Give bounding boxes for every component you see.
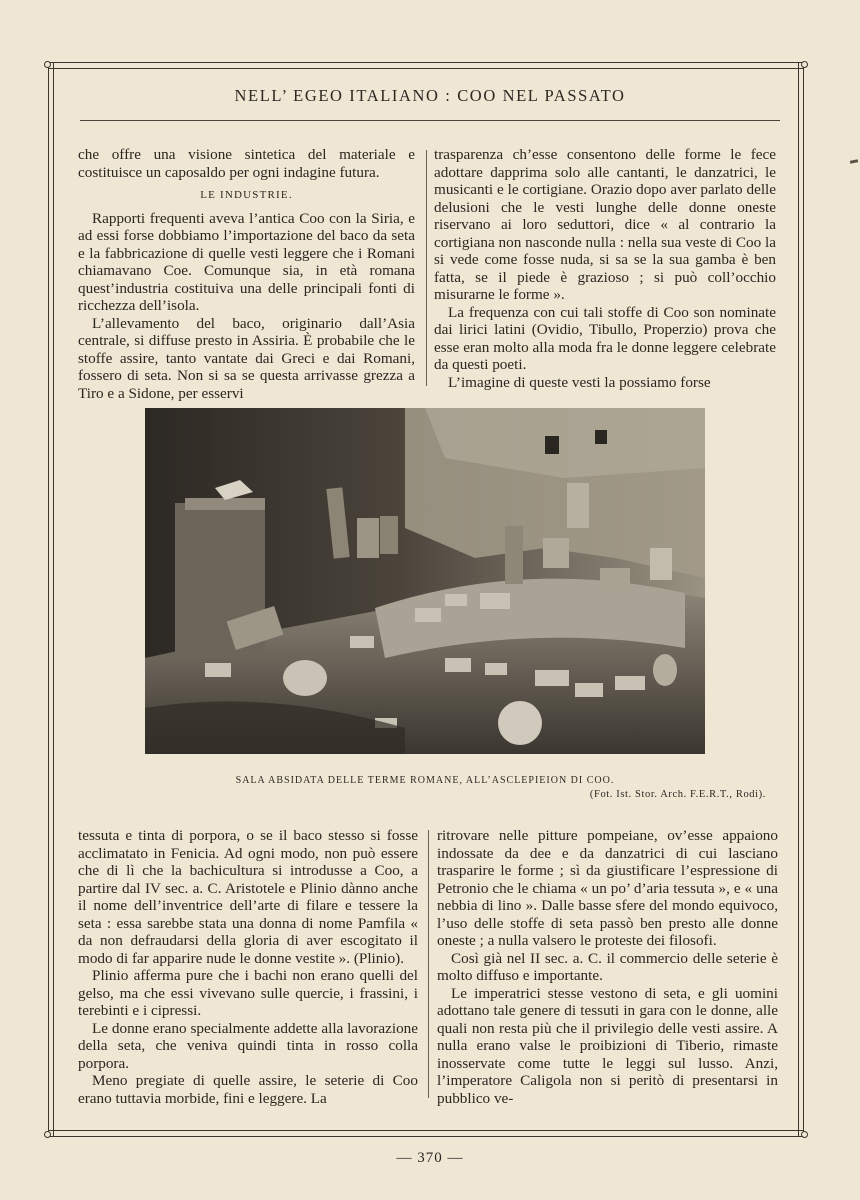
paragraph: trasparenza ch’esse consentono delle forme le fece adottare dapprima solo alle cantanti, le danzatrici, le musicanti e le cortigiane. Orazio dopo aver parlato delle delusioni che le vesti lunghe delle donne oneste riservano ai loro seduttori, dice « al contrario la cortigiana non nasconde nulla : nella sua veste di Coo la si vede come fosse nuda, si sa se la sua gamba è ben fatta, se il piede è grazioso ; si può coll’occhio misurarne le forme ». — [434, 146, 776, 303]
paragraph: Così già nel II sec. a. C. il commercio delle seterie è molto diffuso e importante. — [437, 949, 778, 984]
photograph-roman-baths-apse — [145, 408, 705, 754]
corner-ornament — [44, 61, 51, 68]
column-top-left — [78, 146, 415, 402]
column-bottom-right — [437, 827, 778, 1107]
paragraph: Le donne erano specialmente addette alla lavorazione della seta, che veniva quindi tinta in rosso colla porpora. — [78, 1019, 418, 1072]
corner-ornament — [44, 1131, 51, 1138]
paragraph: Rapporti frequenti aveva l’antica Coo con la Siria, e ad essi forse dobbiamo l’importazione del baco da seta e la fabbricazione di quelle vesti leggere che i Romani chiamavano Coe. Comunque sia, in età romana quest’industria costituiva una delle principali fonti di ricchezza dell’isola. — [78, 209, 415, 314]
border-bottom-rule — [48, 1130, 804, 1137]
border-left-rule — [48, 62, 54, 1137]
corner-ornament — [801, 1131, 808, 1138]
paragraph: tessuta e tinta di porpora, o se il baco stesso si fosse acclimatato in Fenicia. Ad ogni modo, non può essere che di lì che la bachicultura si introdusse a Coo, a partire dal IV sec. a. C. Aristotele e Plinio dànno anche il nome dell’inventrice dell’arte di filare e tessere la seta : essa sarebbe stata una donna di nome Pamfila « da non defraudarsi della gloria di aver escogitato il modo di far apparire nude le donne vestite ». (Plinio). — [78, 827, 418, 967]
photo-credit: (Fot. Ist. Stor. Arch. F.E.R.T., Rodi). — [589, 789, 766, 800]
section-heading: LE INDUSTRIE. — [200, 189, 293, 201]
running-head: NELL’ EGEO ITALIANO : COO NEL PASSATO — [234, 86, 626, 105]
paragraph: Le imperatrici stesse vestono di seta, e gli uomini adottano tale genere di tessuti in gara con le donne, alle quali non resta più che il privilegio delle vesti assire. A nulla erano valse le proibizioni di Tiberio, rimaste inosservate come tutte le leggi sul lusso. Anzi, l’imperatore Caligola non si peritò di presentarsi in pubblico ve- — [437, 984, 778, 1107]
corner-ornament — [801, 61, 808, 68]
column-bottom-left — [78, 827, 418, 1107]
paragraph: ritrovare nelle pitture pompeiane, ov’esse appaiono indossate da dee e da danzatrici di cui lasciano trasparire le forme ; sì da giustificare l’espressione di Petronio che le chiama « un po’ d’aria tessuta », e « una nebbia di lino ». Dalle basse sfere del mondo equivoco, l’uso delle stoffe di seta passò ben presto alle donne oneste ; a nulla valsero le proteste dei filosofi. — [437, 827, 778, 949]
paragraph: La frequenza con cui tali stoffe di Coo son nominate dai lirici latini (Ovidio, Tibullo, Properzio) prova che esse eran molto alla moda fra le donne leggere celebrate da questi poeti. — [434, 303, 776, 373]
paragraph: che offre una visione sintetica del materiale e costituisce un caposaldo per ogni indagine futura. — [78, 146, 415, 181]
ruins-photo-illustration — [145, 408, 705, 754]
header-rule — [80, 120, 780, 121]
paragraph: Plinio afferma pure che i bachi non erano quelli del gelso, ma che essi vivevano sulle quercie, i frassini, i terebinti e i cipressi. — [78, 967, 418, 1019]
column-divider — [428, 830, 429, 1098]
column-top-right — [434, 146, 776, 391]
paragraph: L’allevamento del baco, originario dall’Asia centrale, si diffuse presto in Assiria. È probabile che le stoffe assire, tanto vantate dai Greci e dai Romani, fossero di seta. Non si sa se questa arrivasse grezza a Tiro e a Sidone, per esservi — [78, 314, 415, 402]
border-right-rule — [798, 62, 804, 1137]
border-top-rule — [48, 62, 804, 69]
paragraph: Meno pregiate di quelle assire, le seterie di Coo erano tuttavia morbide, fini e leggere. La — [78, 1072, 418, 1107]
column-divider — [426, 150, 427, 386]
page-number: — 370 — — [396, 1150, 464, 1166]
photo-caption: SALA ABSIDATA DELLE TERME ROMANE, ALL’ASCLEPIEION DI COO. — [235, 775, 615, 786]
edge-mark — [850, 159, 858, 164]
paragraph: L’imagine di queste vesti la possiamo forse — [448, 373, 711, 391]
